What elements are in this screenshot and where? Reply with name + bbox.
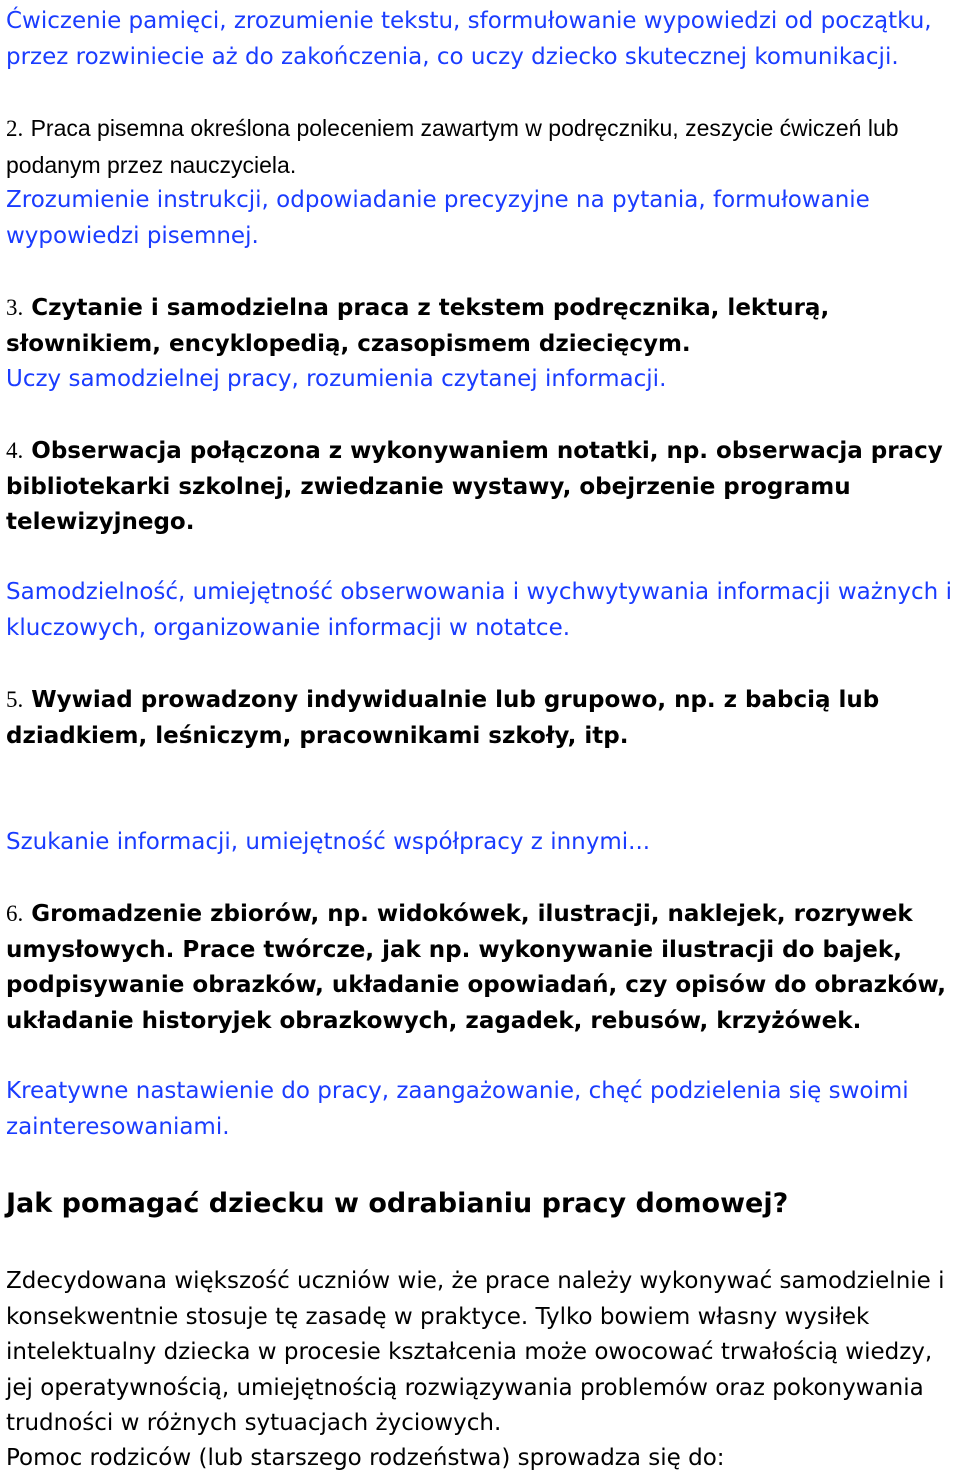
section-heading: Jak pomagać dziecku w odrabianiu pracy domowej? [6,1188,789,1219]
item-3-title: Czytanie i samodzielna praca z tekstem podręcznika, lekturą, słownikiem, encyklopedią, czasopismem dziecięcym. [6,295,830,357]
item-4 [6,433,954,541]
paragraph-2: Pomoc rodziców (lub starszego rodzeństwa) sprowadza się do: [6,1445,725,1471]
item-4-title: Obserwacja połączona z wykonywaniem notatki, np. obserwacja pracy bibliotekarki szkolnej, zwiedzanie wystawy, obejrzenie programu telewizyjnego. [6,438,943,536]
item-4-number: 4. [6,438,24,463]
item-5-title: Wywiad prowadzony indywidualnie lub grupowo, np. z babcią lub dziadkiem, leśniczym, pracownikami szkoły, itp. [6,687,880,749]
item-5-number: 5. [6,687,24,712]
item-6-title: Gromadzenie zbiorów, np. widokówek, ilustracji, naklejek, rozrywek umysłowych. Prace twórcze, jak np. wykonywanie ilustracji do bajek, podpisywanie obrazków, układanie opowiadań, czy opisów do obrazków, układanie historyjek obrazkowych, zagadek, rebusów, krzyżówek. [6,901,947,1034]
item-4-benefit: Samodzielność, umiejętność obserwowania i wychwytywania informacji ważnych i kluczowych, organizowanie informacji w notatce. [6,579,952,641]
item-6-number: 6. [6,901,24,926]
item-5-benefit: Szukanie informacji, umiejętność współpracy z innymi... [6,829,651,855]
item-3 [6,290,954,362]
item-5 [6,682,954,754]
item-6-benefit: Kreatywne nastawienie do pracy, zaangażowanie, chęć podzielenia się swoimi zainteresowaniami. [6,1078,909,1140]
intro-benefit-text: Ćwiczenie pamięci, zrozumienie tekstu, sformułowanie wypowiedzi od początku, przez rozwiniecie aż do zakończenia, co uczy dziecko skutecznej komunikacji. [6,8,932,70]
item-3-benefit: Uczy samodzielnej pracy, rozumienia czytanej informacji. [6,366,667,392]
item-2-number: 2. [6,116,24,141]
item-6 [6,896,954,1039]
paragraph-1: Zdecydowana większość uczniów wie, że prace należy wykonywać samodzielnie i konsekwentnie stosuje tę zasadę w praktyce. Tylko bowiem własny wysiłek intelektualny dziecka w procesie kształcenia może owocować trwałością wiedzy, jej operatywnością, umiejętnością rozwiązywania problemów oraz pokonywania trudności w różnych sytuacjach życiowych. [6,1268,945,1437]
item-2 [6,111,954,184]
item-2-title: Praca pisemna określona poleceniem zawartym w podręczniku, zeszycie ćwiczeń lub podanym przez nauczyciela. [6,115,899,178]
item-3-number: 3. [6,295,24,320]
item-2-benefit: Zrozumienie instrukcji, odpowiadanie precyzyjne na pytania, formułowanie wypowiedzi pisemnej. [6,187,870,249]
